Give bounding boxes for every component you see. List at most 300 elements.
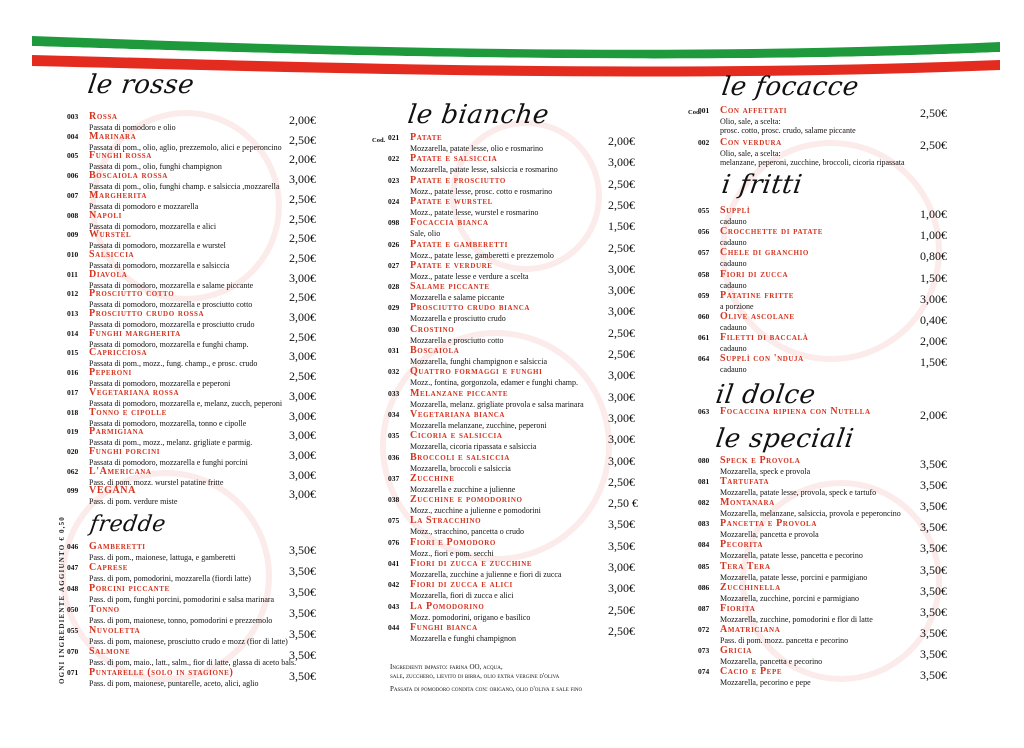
item-price: 3,00€ bbox=[289, 270, 316, 285]
item-name: Parmigiana bbox=[89, 426, 144, 438]
item-code: 030 bbox=[388, 324, 400, 334]
item-name: Broccoli e salsiccia bbox=[410, 451, 510, 463]
item-name: Con verdura bbox=[720, 137, 782, 148]
item-name: Funghi margherita bbox=[89, 327, 181, 339]
item-code: 004 bbox=[67, 131, 79, 141]
item-description: Mozz., patate lesse e verdure a scelta bbox=[410, 271, 529, 281]
item-name: Patate e wurstel bbox=[410, 195, 493, 207]
item-code: 058 bbox=[698, 269, 710, 279]
item-code: 074 bbox=[698, 667, 710, 676]
item-code: 005 bbox=[67, 151, 79, 161]
item-price: 3,00€ bbox=[608, 261, 635, 276]
item-price: 2,50€ bbox=[289, 132, 316, 147]
item-name: Peperoni bbox=[89, 367, 132, 379]
item-name: Boscaiola bbox=[410, 345, 460, 356]
item-price: 3,00€ bbox=[289, 388, 316, 403]
item-price: 2,50€ bbox=[608, 197, 635, 212]
item-name: Zucchine bbox=[410, 472, 455, 484]
item-description: cadauno bbox=[720, 323, 747, 332]
item-price: 3,50€ bbox=[289, 543, 316, 557]
item-name: Fiori di zucca e zucchine bbox=[410, 558, 533, 569]
item-description: a porzione bbox=[720, 301, 754, 311]
item-name: Patate e gamberetti bbox=[410, 238, 508, 250]
item-code: 017 bbox=[67, 387, 79, 397]
item-code: 055 bbox=[67, 626, 79, 635]
item-name: L'Americana bbox=[89, 465, 152, 477]
item-code: 009 bbox=[67, 230, 79, 240]
item-name: Salame piccante bbox=[410, 281, 490, 293]
item-price: 0,80€ bbox=[920, 249, 947, 264]
item-price: 3,50€ bbox=[920, 478, 947, 493]
item-code: 070 bbox=[67, 647, 79, 656]
item-price: 2,50 € bbox=[608, 496, 638, 511]
item-name: Tonno bbox=[89, 604, 120, 615]
item-description: cadauno bbox=[720, 238, 747, 248]
item-price: 2,50€ bbox=[289, 231, 316, 246]
section-title-speciali: le speciali bbox=[713, 424, 856, 454]
item-price: 3,50€ bbox=[920, 583, 947, 598]
item-price: 3,50€ bbox=[920, 625, 947, 640]
item-description: Passata di pomodoro, mozzarella, tonno e cipolle bbox=[89, 418, 247, 428]
item-name: Caprese bbox=[89, 562, 129, 573]
item-name: Quattro formaggi e funghi bbox=[410, 366, 543, 378]
item-price: 3,50€ bbox=[608, 517, 635, 532]
item-description: Mozz., stracchino, pancetta o crudo bbox=[410, 527, 524, 537]
item-code: 059 bbox=[698, 290, 710, 300]
item-code: 050 bbox=[67, 605, 79, 614]
item-price: 3,50€ bbox=[920, 562, 947, 577]
item-description: prosc. cotto, prosc. crudo, salame piccante bbox=[720, 126, 856, 135]
item-code: 072 bbox=[698, 624, 710, 634]
item-name: Margherita bbox=[89, 189, 148, 201]
item-name: Supplì bbox=[720, 205, 751, 216]
item-price: 3,00€ bbox=[608, 560, 635, 574]
item-code: 086 bbox=[698, 582, 710, 592]
item-price: 3,00€ bbox=[608, 368, 635, 383]
item-code: 006 bbox=[67, 171, 79, 181]
item-name: Capricciosa bbox=[89, 347, 148, 359]
item-price: 2,50€ bbox=[289, 290, 316, 305]
item-description: Passata di pomodoro, mozzarella e funghi champ. bbox=[89, 339, 249, 349]
item-description: Passata di pom., mozz., melanz. grigliate e parmig. bbox=[89, 438, 253, 448]
item-description: Passata di pomodoro, mozzarella e salame piccante bbox=[89, 280, 254, 290]
item-description: Mozzarella, cicoria ripassata e salsiccia bbox=[410, 442, 537, 452]
item-description: Mozzarella melanzane, zucchine, peperoni bbox=[410, 420, 547, 430]
item-price: 3,00€ bbox=[608, 432, 635, 447]
item-description: Pass. di pom, maionese, puntarelle, aceto, alici, aglio bbox=[89, 679, 259, 688]
item-price: 3,00€ bbox=[289, 310, 316, 324]
item-name: Tera Tera bbox=[720, 560, 771, 572]
item-price: 3,50€ bbox=[608, 538, 635, 553]
item-price: 3,00€ bbox=[289, 408, 316, 423]
item-description: Mozzarella, fiori di zucca e alici bbox=[410, 591, 514, 601]
item-name: Vegetariana rossa bbox=[89, 386, 180, 398]
item-code: 046 bbox=[67, 542, 79, 551]
item-price: 2,50€ bbox=[608, 623, 635, 638]
item-description: Mozzarella, zucchine, pomodorini e flor di latte bbox=[720, 614, 873, 624]
item-price: 2,50€ bbox=[289, 329, 316, 344]
item-description: Mozzarella, patate lesse, salsiccia e rosmarino bbox=[410, 165, 558, 175]
item-description: Passata di pom., olio, funghi champ. e salsiccia ,mozzarella bbox=[89, 182, 280, 192]
item-code: 024 bbox=[388, 196, 400, 206]
item-description: Mozz., zucchine a julienne e pomodorini bbox=[410, 506, 541, 516]
item-name: Filetti di baccalà bbox=[720, 332, 809, 344]
item-description: Mozzarella, pecorino e pepe bbox=[720, 678, 811, 687]
item-code: 018 bbox=[67, 407, 79, 417]
item-price: 2,50€ bbox=[920, 106, 947, 120]
item-description: Passata di pomodoro e olio bbox=[89, 123, 176, 132]
item-code: 022 bbox=[388, 154, 400, 164]
item-code: 087 bbox=[698, 603, 710, 613]
item-price: 1,50€ bbox=[920, 270, 947, 285]
item-name: Boscaiola rossa bbox=[89, 170, 168, 182]
item-description: cadauno bbox=[720, 259, 747, 269]
item-price: 1,00€ bbox=[920, 228, 947, 243]
item-code: 038 bbox=[388, 495, 400, 505]
item-description: Mozzarella, melanz. grigliate provola e salsa marinara bbox=[410, 399, 584, 409]
item-description: Mozz., fontina, gorgonzola, edamer e funghi champ. bbox=[410, 378, 579, 388]
item-code: 008 bbox=[67, 210, 79, 220]
item-code: 098 bbox=[388, 218, 400, 228]
item-code: 037 bbox=[388, 473, 400, 483]
item-name: La Pomodorino bbox=[410, 600, 485, 612]
item-name: Patate bbox=[410, 132, 443, 143]
item-code: 028 bbox=[388, 282, 400, 292]
item-description: Olio, sale, a scelta: bbox=[720, 149, 781, 158]
item-price: 3,50€ bbox=[920, 668, 947, 682]
item-description: Pass. di pom., maionese, lattuga, e gamberetti bbox=[89, 553, 236, 562]
item-description: Olio, sale, a scelta: bbox=[720, 117, 781, 126]
item-price: 3,00€ bbox=[289, 172, 316, 187]
item-price: 2,50€ bbox=[608, 602, 635, 617]
item-name: Crostino bbox=[410, 323, 455, 335]
item-description: melanzane, peperoni, zucchine, broccoli, cicoria ripassata bbox=[720, 158, 905, 167]
item-description: Passata di pom., olio, funghi champignon bbox=[89, 162, 222, 172]
item-description: Mozzarella, pancetta e provola bbox=[720, 530, 819, 540]
item-description: Mozzarella, broccoli e salsiccia bbox=[410, 463, 511, 473]
item-name: Vegetariana bianca bbox=[410, 408, 506, 420]
item-code: 029 bbox=[388, 303, 400, 313]
item-description: Pass. di pom, maio., latt., salm., fior di latte, glassa di aceto bals. bbox=[89, 658, 297, 667]
item-code: 081 bbox=[698, 477, 710, 487]
item-description: Mozzarella, patate lesse, porcini e parmigiano bbox=[720, 572, 868, 582]
cod-header-bianche: Cod. bbox=[372, 137, 386, 144]
item-name: Fiori di zucca e alici bbox=[410, 579, 513, 591]
item-name: Cacio e Pepe bbox=[720, 666, 783, 677]
item-name: Funghi rossa bbox=[89, 150, 152, 162]
item-description: Mozzarella, melanzane, salsiccia, provola e peperoncino bbox=[720, 509, 901, 519]
item-name: Prosciutto crudo bianca bbox=[410, 302, 531, 314]
item-code: 044 bbox=[388, 622, 400, 632]
item-description: Mozzarella, funghi champignon e salsiccia bbox=[410, 357, 548, 366]
item-price: 2,50€ bbox=[608, 240, 635, 255]
item-name: Patate e salsiccia bbox=[410, 153, 498, 165]
item-name: Gamberetti bbox=[89, 541, 146, 552]
item-description: Pass. di pom, maionese, tonno, pomodorini e prezzemolo bbox=[89, 616, 273, 625]
item-name: Melanzane piccante bbox=[410, 387, 509, 399]
item-description: Pass. di pom. mozz. pancetta e pecorino bbox=[720, 635, 849, 645]
item-name: Fiori e Pomodoro bbox=[410, 536, 496, 548]
item-code: 001 bbox=[698, 106, 710, 115]
item-name: Focaccia bianca bbox=[410, 217, 489, 229]
section-title-bianche: le bianche bbox=[405, 100, 551, 130]
item-code: 036 bbox=[388, 452, 400, 462]
item-description: Mozzarella, zucchine a julienne e fiori di zucca bbox=[410, 570, 562, 579]
item-code: 083 bbox=[698, 519, 710, 529]
item-name: La Stracchino bbox=[410, 515, 482, 527]
sauce-note: Passata di pomodoro condita con: origano, olio d'oliva e sale fino bbox=[390, 685, 583, 693]
item-name: Porcini piccante bbox=[89, 583, 170, 594]
item-description: Passata di pomodoro, mozzarella e prosciutto cotto bbox=[89, 300, 253, 310]
item-code: 076 bbox=[388, 537, 400, 547]
item-code: 047 bbox=[67, 563, 79, 572]
item-name: Chele di granchio bbox=[720, 247, 809, 259]
item-code: 060 bbox=[698, 312, 710, 321]
item-code: 012 bbox=[67, 289, 79, 299]
item-price: 3,00€ bbox=[289, 428, 316, 443]
item-code: 082 bbox=[698, 498, 710, 508]
item-price: 3,00€ bbox=[608, 581, 635, 596]
item-price: 3,50€ bbox=[920, 520, 947, 535]
item-code: 063 bbox=[698, 407, 710, 416]
item-price: 3,00€ bbox=[608, 453, 635, 468]
item-price: 3,50€ bbox=[920, 646, 947, 661]
item-price: 2,00€ bbox=[920, 408, 947, 422]
item-price: 3,00€ bbox=[289, 487, 316, 502]
item-price: 3,50€ bbox=[289, 627, 316, 641]
item-description: cadauno bbox=[720, 280, 747, 290]
item-name: Patate e verdure bbox=[410, 259, 493, 271]
item-price: 2,50€ bbox=[289, 250, 316, 265]
item-price: 2,50€ bbox=[608, 347, 635, 361]
item-name: Salmone bbox=[89, 646, 131, 657]
item-code: 034 bbox=[388, 409, 400, 419]
item-description: cadauno bbox=[720, 217, 747, 226]
item-description: Pass. di pom, pomodorini, mozzarella (fiordi latte) bbox=[89, 574, 251, 583]
item-name: Fiorita bbox=[720, 602, 756, 614]
item-description: Mozz. pomodorini, origano e basilico bbox=[410, 612, 531, 622]
extra-ingredient-note: OGNI INGREDIENTE AGGIUNTO € 0,50 bbox=[58, 516, 66, 684]
item-price: 3,50€ bbox=[289, 606, 316, 620]
item-description: Mozzarella, patate lesse, provola, speck e tartufo bbox=[720, 488, 877, 498]
item-code: 057 bbox=[698, 248, 710, 258]
item-code: 019 bbox=[67, 427, 79, 437]
item-price: 1,50€ bbox=[920, 355, 947, 370]
item-name: Diavola bbox=[89, 268, 128, 280]
dough-ingredients-note-1: Ingredienti impasto: farina OO, acqua, bbox=[390, 663, 503, 671]
section-title-focacce: le focacce bbox=[719, 72, 861, 102]
item-name: Speck e Provola bbox=[720, 455, 801, 466]
item-description: Pass. di pom. mozz. wurstel patatine fritte bbox=[89, 477, 224, 487]
item-description: Mozzarella e salame piccante bbox=[410, 293, 505, 303]
item-description: Passata di pom., mozz., fung. champ., e prosc. crudo bbox=[89, 359, 258, 369]
item-description: Passata di pomodoro, mozzarella e alici bbox=[89, 221, 217, 231]
item-name: Prosciutto cotto bbox=[89, 288, 175, 300]
item-code: 056 bbox=[698, 227, 710, 237]
cod-header-focacce: Cod. bbox=[688, 109, 702, 116]
item-code: 007 bbox=[67, 190, 79, 200]
item-name: Pancetta e Provola bbox=[720, 518, 817, 530]
item-price: 3,00€ bbox=[289, 467, 316, 482]
item-name: Napoli bbox=[89, 209, 122, 221]
item-name: Olive ascolane bbox=[720, 311, 795, 322]
dough-ingredients-note-2: sale, zucchero, lievito di birra, olio extra vergine d'oliva bbox=[390, 672, 560, 680]
item-code: 015 bbox=[67, 348, 79, 358]
item-price: 2,00€ bbox=[920, 334, 947, 349]
item-price: 3,50€ bbox=[289, 669, 316, 683]
item-name: Focaccina ripiena con Nutella bbox=[720, 406, 871, 417]
item-code: 080 bbox=[698, 456, 710, 465]
item-name: Nuvoletta bbox=[89, 625, 141, 636]
item-code: 013 bbox=[67, 309, 79, 318]
item-price: 2,00€ bbox=[608, 134, 635, 148]
section-title-dolce: il dolce bbox=[713, 380, 818, 410]
item-description: Pass. di pom, maionese, prosciutto crudo e mozz (fior di latte) bbox=[89, 637, 288, 646]
item-code: 032 bbox=[388, 367, 400, 377]
item-code: 062 bbox=[67, 466, 79, 476]
item-name: Patate e prosciutto bbox=[410, 174, 506, 186]
section-title-fredde: fredde bbox=[88, 512, 168, 537]
item-name: Tonno e cipolle bbox=[89, 406, 167, 418]
item-code: 071 bbox=[67, 668, 79, 677]
item-price: 0,40€ bbox=[920, 313, 947, 327]
item-description: Pass. di pom. verdure miste bbox=[89, 497, 178, 507]
item-code: 014 bbox=[67, 328, 79, 338]
item-description: Mozzarella, speck e provola bbox=[720, 467, 811, 476]
item-description: Mozz., patate lesse, wurstel e rosmarino bbox=[410, 207, 539, 217]
item-code: 033 bbox=[388, 388, 400, 398]
item-price: 2,50€ bbox=[920, 138, 947, 152]
item-code: 064 bbox=[698, 354, 710, 364]
item-name: Fiori di zucca bbox=[720, 268, 789, 280]
item-description: Passata di pom., olio, aglio, prezzemolo, alici e peperoncino bbox=[89, 142, 282, 152]
item-price: 2,50€ bbox=[289, 211, 316, 226]
item-code: 073 bbox=[698, 645, 710, 655]
item-name: Marinara bbox=[89, 130, 137, 142]
item-price: 2,50€ bbox=[608, 176, 635, 191]
item-name: Patatine fritte bbox=[720, 289, 795, 301]
item-price: 3,50€ bbox=[920, 541, 947, 556]
item-price: 3,00€ bbox=[289, 447, 316, 462]
item-name: Zucchinella bbox=[720, 581, 781, 593]
item-name: Cicoria e salsiccia bbox=[410, 430, 503, 442]
item-name: Gricia bbox=[720, 644, 752, 656]
item-price: 3,50€ bbox=[289, 648, 316, 662]
item-description: Mozz., patate lesse, gamberetti e prezzemolo bbox=[410, 250, 554, 260]
item-code: 055 bbox=[698, 206, 710, 215]
item-code: 061 bbox=[698, 333, 710, 343]
item-price: 3,00€ bbox=[608, 410, 635, 425]
item-code: 048 bbox=[67, 584, 79, 593]
item-description: Mozzarella e funghi champignon bbox=[410, 633, 516, 643]
item-code: 035 bbox=[388, 431, 400, 441]
item-price: 2,50€ bbox=[289, 369, 316, 384]
item-name: Pecorita bbox=[720, 539, 764, 551]
item-code: 027 bbox=[388, 260, 400, 270]
item-name: Rossa bbox=[89, 111, 118, 122]
item-description: Passata di pomodoro, mozzarella e prosciutto crudo bbox=[89, 320, 255, 329]
item-price: 3,00€ bbox=[920, 291, 947, 306]
item-code: 031 bbox=[388, 346, 400, 355]
item-price: 3,00€ bbox=[608, 389, 635, 404]
item-description: Passata di pomodoro, mozzarella e, melanz, zucch, peperoni bbox=[89, 398, 283, 408]
item-price: 3,00€ bbox=[608, 155, 635, 170]
item-name: Puntarelle (solo in stagione) bbox=[89, 667, 234, 678]
item-price: 2,50€ bbox=[608, 325, 635, 340]
item-price: 3,50€ bbox=[920, 457, 947, 471]
item-price: 2,00€ bbox=[289, 113, 316, 127]
item-name: Wurstel bbox=[89, 229, 132, 241]
item-price: 2,50€ bbox=[608, 474, 635, 489]
item-name: Montanara bbox=[720, 497, 775, 509]
item-price: 2,00€ bbox=[289, 152, 316, 167]
item-name: VEGANA bbox=[89, 485, 136, 497]
item-code: 003 bbox=[67, 112, 79, 121]
item-price: 3,00€ bbox=[289, 349, 316, 364]
item-description: cadauno bbox=[720, 344, 747, 354]
item-description: cadauno bbox=[720, 365, 747, 375]
item-name: Con affettati bbox=[720, 105, 788, 116]
item-description: Mozzarella e prosciutto cotto bbox=[410, 335, 504, 345]
item-code: 041 bbox=[388, 559, 400, 568]
item-code: 084 bbox=[698, 540, 710, 550]
item-code: 023 bbox=[388, 175, 400, 185]
item-description: Sale, olio bbox=[410, 229, 441, 239]
item-price: 1,50€ bbox=[608, 219, 635, 234]
item-description: Mozzarella e zucchine a julienne bbox=[410, 484, 516, 494]
item-code: 002 bbox=[698, 138, 710, 147]
item-code: 026 bbox=[388, 239, 400, 249]
item-description: Mozzarella, pancetta e pecorino bbox=[720, 656, 823, 666]
item-description: Mozzarella, patate lesse, pancetta e pecorino bbox=[720, 551, 863, 561]
item-name: Amatriciana bbox=[720, 623, 781, 635]
item-name: Salsiccia bbox=[89, 248, 135, 260]
item-description: Passata di pomodoro e mozzarella bbox=[89, 201, 199, 211]
item-code: 016 bbox=[67, 368, 79, 378]
item-description: Passata di pomodoro, mozzarella e funghi porcini bbox=[89, 457, 248, 467]
item-code: 085 bbox=[698, 561, 710, 571]
item-description: Mozz., fiori e pom. secchi bbox=[410, 548, 494, 558]
item-name: Prosciutto crudo rossa bbox=[89, 308, 205, 319]
item-description: Passata di pomodoro, mozzarella e peperoni bbox=[89, 379, 231, 389]
item-description: Mozzarella, zucchine, porcini e parmigiano bbox=[720, 593, 860, 603]
item-description: Mozzarella e prosciutto crudo bbox=[410, 314, 506, 324]
item-code: 099 bbox=[67, 486, 79, 496]
section-title-fritti: i fritti bbox=[719, 170, 805, 200]
item-description: Pass. di pom, funghi porcini, pomodorini e salsa marinara bbox=[89, 595, 275, 604]
item-price: 3,00€ bbox=[608, 283, 635, 298]
item-name: Crocchette di patate bbox=[720, 226, 824, 238]
item-name: Funghi porcini bbox=[89, 445, 161, 457]
item-code: 021 bbox=[388, 133, 400, 142]
item-price: 2,50€ bbox=[289, 191, 316, 206]
item-code: 075 bbox=[388, 516, 400, 526]
item-price: 1,00€ bbox=[920, 207, 947, 221]
item-name: Funghi bianca bbox=[410, 621, 478, 633]
section-title-rosse: le rosse bbox=[85, 70, 197, 100]
item-price: 3,50€ bbox=[289, 585, 316, 599]
item-name: Tartufata bbox=[720, 476, 770, 488]
item-code: 042 bbox=[388, 580, 400, 590]
item-price: 3,00€ bbox=[608, 304, 635, 319]
item-description: Passata di pomodoro, mozzarella e salsiccia bbox=[89, 260, 230, 270]
item-price: 3,50€ bbox=[920, 499, 947, 514]
item-name: Supplì con 'nduja bbox=[720, 353, 804, 365]
item-price: 3,50€ bbox=[289, 564, 316, 578]
item-code: 043 bbox=[388, 601, 400, 611]
item-code: 010 bbox=[67, 249, 79, 259]
item-description: Passata di pomodoro, mozzarella e wurstel bbox=[89, 241, 226, 251]
